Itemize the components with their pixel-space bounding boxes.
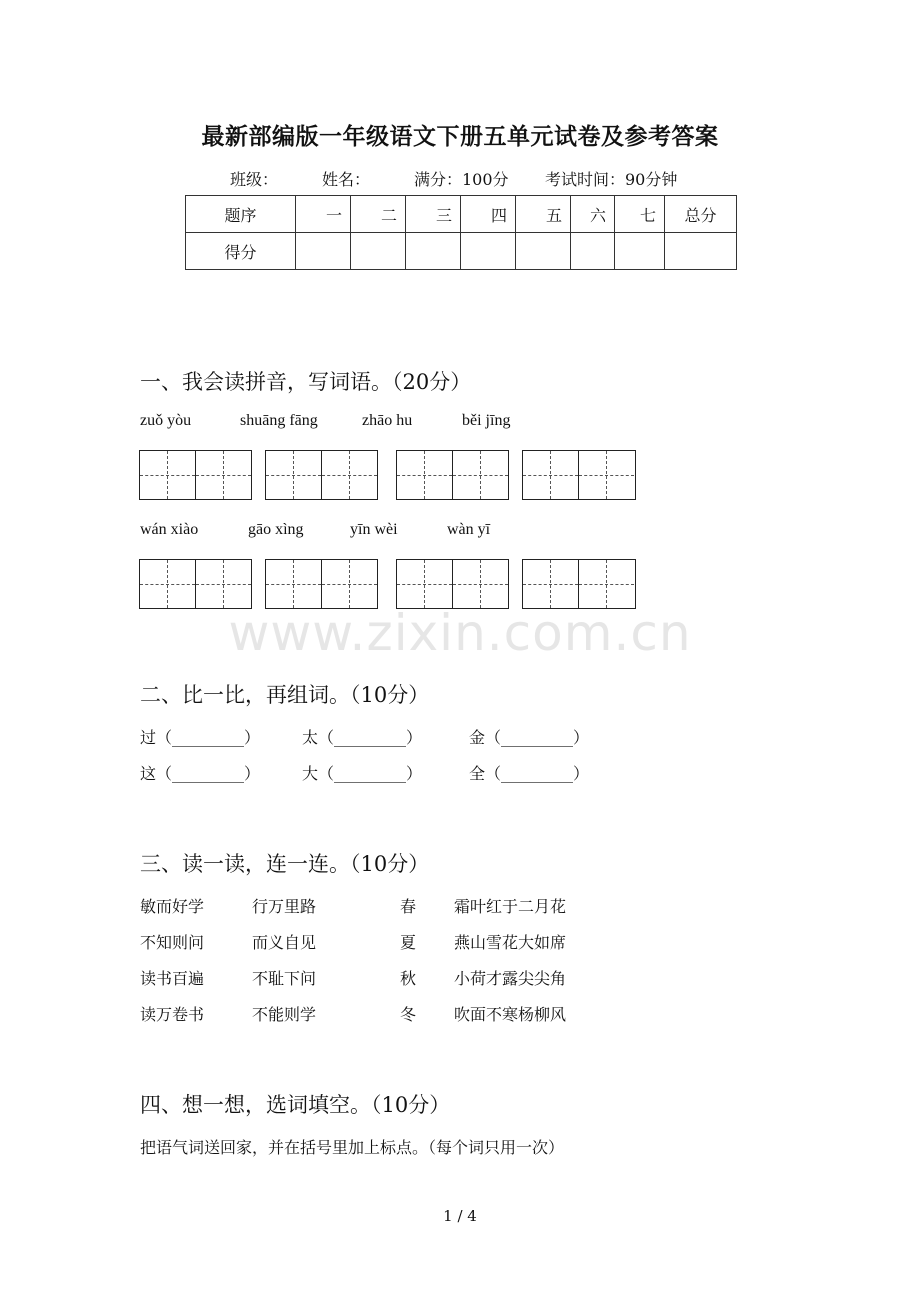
writing-grid[interactable] [139, 559, 252, 609]
header-cell: 题序 [186, 196, 296, 233]
section1-title: 一、我会读拼音，写词语。（20分） [140, 370, 472, 394]
section2-title: 二、比一比，再组词。（10分） [140, 683, 430, 707]
idiom-part: 行万里路 [252, 897, 317, 916]
header-cell: 三 [406, 196, 461, 233]
name-label: 姓名： [322, 170, 371, 189]
poem-line: 燕山雪花大如席 [454, 933, 567, 952]
idiom-part: 而义自见 [252, 933, 317, 952]
score-cell[interactable] [615, 233, 665, 270]
compare-item[interactable]: 大（_________） [302, 764, 423, 783]
pinyin: yīn wèi [350, 521, 398, 538]
score-cell[interactable] [516, 233, 571, 270]
pinyin: wàn yī [447, 521, 491, 538]
idiom-part: 读书百遍 [140, 969, 205, 988]
writing-grid[interactable] [522, 559, 636, 609]
pinyin: běi jīng [462, 412, 511, 429]
idiom-part: 读万卷书 [140, 1005, 205, 1024]
header-cell: 六 [571, 196, 615, 233]
compare-item[interactable]: 金（_________） [469, 728, 590, 747]
pinyin: gāo xìng [248, 521, 304, 538]
class-label: 班级： [230, 170, 279, 189]
score-cell[interactable] [351, 233, 406, 270]
score-table-score-row [186, 233, 737, 270]
watermark: www.zixin.com.cn [228, 604, 692, 662]
row-label: 得分 [186, 233, 296, 270]
full-score: 满分：100分 [414, 170, 509, 189]
document-title: 最新部编版一年级语文下册五单元试卷及参考答案 [201, 123, 719, 150]
pinyin: zuǒ yòu [140, 412, 192, 429]
idiom-part: 敏而好学 [140, 897, 205, 916]
season: 秋 [400, 969, 417, 988]
score-cell[interactable] [406, 233, 461, 270]
score-table-header-row [186, 196, 737, 233]
pinyin: shuāng fāng [240, 412, 318, 429]
header-cell: 一 [296, 196, 351, 233]
writing-grid[interactable] [139, 450, 252, 500]
poem-line: 霜叶红于二月花 [454, 897, 567, 916]
score-cell[interactable] [665, 233, 737, 270]
idiom-part: 不能则学 [252, 1005, 317, 1024]
writing-grid[interactable] [265, 559, 378, 609]
writing-grid[interactable] [396, 559, 509, 609]
compare-item[interactable]: 这（_________） [140, 764, 261, 783]
writing-grid[interactable] [522, 450, 636, 500]
header-cell: 四 [461, 196, 516, 233]
page-number: 1 / 4 [443, 1207, 477, 1225]
compare-item[interactable]: 过（_________） [140, 728, 261, 747]
header-cell: 总分 [665, 196, 737, 233]
exam-time: 考试时间：90分钟 [545, 170, 678, 189]
score-cell[interactable] [571, 233, 615, 270]
poem-line: 小荷才露尖尖角 [454, 969, 567, 988]
season: 夏 [400, 933, 417, 952]
header-cell: 五 [516, 196, 571, 233]
header-cell: 二 [351, 196, 406, 233]
score-cell[interactable] [296, 233, 351, 270]
section4-title: 四、想一想，选词填空。（10分） [140, 1093, 451, 1117]
section4-instruction: 把语气词送回家，并在括号里加上标点。（每个词只用一次） [140, 1138, 565, 1157]
header-cell: 七 [615, 196, 665, 233]
score-cell[interactable] [461, 233, 516, 270]
idiom-part: 不耻下问 [252, 969, 317, 988]
pinyin: wán xiào [140, 521, 199, 538]
score-table [185, 195, 737, 270]
season: 冬 [400, 1005, 417, 1024]
writing-grid[interactable] [396, 450, 509, 500]
idiom-part: 不知则问 [140, 933, 205, 952]
writing-grid[interactable] [265, 450, 378, 500]
section3-title: 三、读一读，连一连。（10分） [140, 852, 430, 876]
compare-item[interactable]: 全（_________） [469, 764, 590, 783]
poem-line: 吹面不寒杨柳风 [454, 1005, 567, 1024]
season: 春 [400, 897, 417, 916]
pinyin: zhāo hu [362, 412, 413, 429]
compare-item[interactable]: 太（_________） [302, 728, 423, 747]
